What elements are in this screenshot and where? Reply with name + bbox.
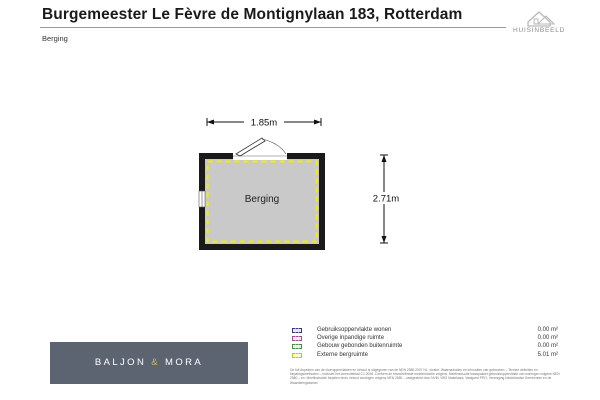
legend-swatch: [292, 353, 302, 358]
brand-ampersand: &: [151, 357, 160, 368]
legend-footnote: De full Aspekten van de vloeroppervlakten en inhoud is uitgegeven van de NEN 2580:2007 NL, vloeke. Waarnaduiden en inhoudten van gebouwen – Termen definities en bepalingsmethoden – inclusief het correctieblad C1:2008. Conform de branchebrede meetinstructie volgens. Meetinstructie basispakket gebruiksoppervlakte van woningen volgens NEN 2580 – en. Meetinstructie bepalen bruto inhoud woningen volgens NEN 2580 – vastgesteld door NVM, VBO Makelaars, Vastgoed PRO, Vereniging Nederlandse Gemeenten en de Waarderingskamer.: [290, 368, 560, 385]
window: [199, 191, 205, 207]
legend-swatch: [292, 336, 302, 341]
legend-value: 0.00 m²: [537, 343, 558, 350]
width-label: 1.85m: [250, 117, 278, 129]
brand-name-right: MORA: [165, 357, 204, 368]
legend-label: Gebouw gebonden buitenruimte: [317, 343, 403, 350]
logo-text: HUISINBEELD: [513, 27, 566, 34]
brand-banner: [50, 342, 248, 384]
legend-item: [290, 335, 560, 343]
legend-label: Gebruiksoppervlakte wonen: [317, 327, 392, 333]
legend-value: 5.01 m²: [537, 351, 558, 358]
height-label: 2.71m: [372, 193, 400, 205]
brand-logo: [50, 357, 248, 368]
legend-item: [290, 343, 560, 351]
legend-label: Overige inpandige ruimte: [317, 335, 385, 342]
legend-swatch: [292, 344, 302, 349]
area-legend: [290, 327, 560, 360]
legend-value: 0.00 m²: [537, 335, 558, 342]
page-title: Burgemeester Le Fèvre de Montignylaan 183, Rotterdam: [42, 6, 463, 23]
legend-label: Externe bergruimte: [317, 351, 369, 358]
legend-item: [290, 352, 560, 360]
legend-item: [290, 327, 560, 335]
brand-name-left: BALJON: [94, 357, 147, 368]
door: [233, 138, 287, 160]
room-label: Berging: [244, 194, 280, 205]
floor-name: Berging: [42, 34, 68, 43]
legend-value: 0.00 m²: [537, 327, 558, 333]
legend-swatch: [292, 328, 302, 333]
